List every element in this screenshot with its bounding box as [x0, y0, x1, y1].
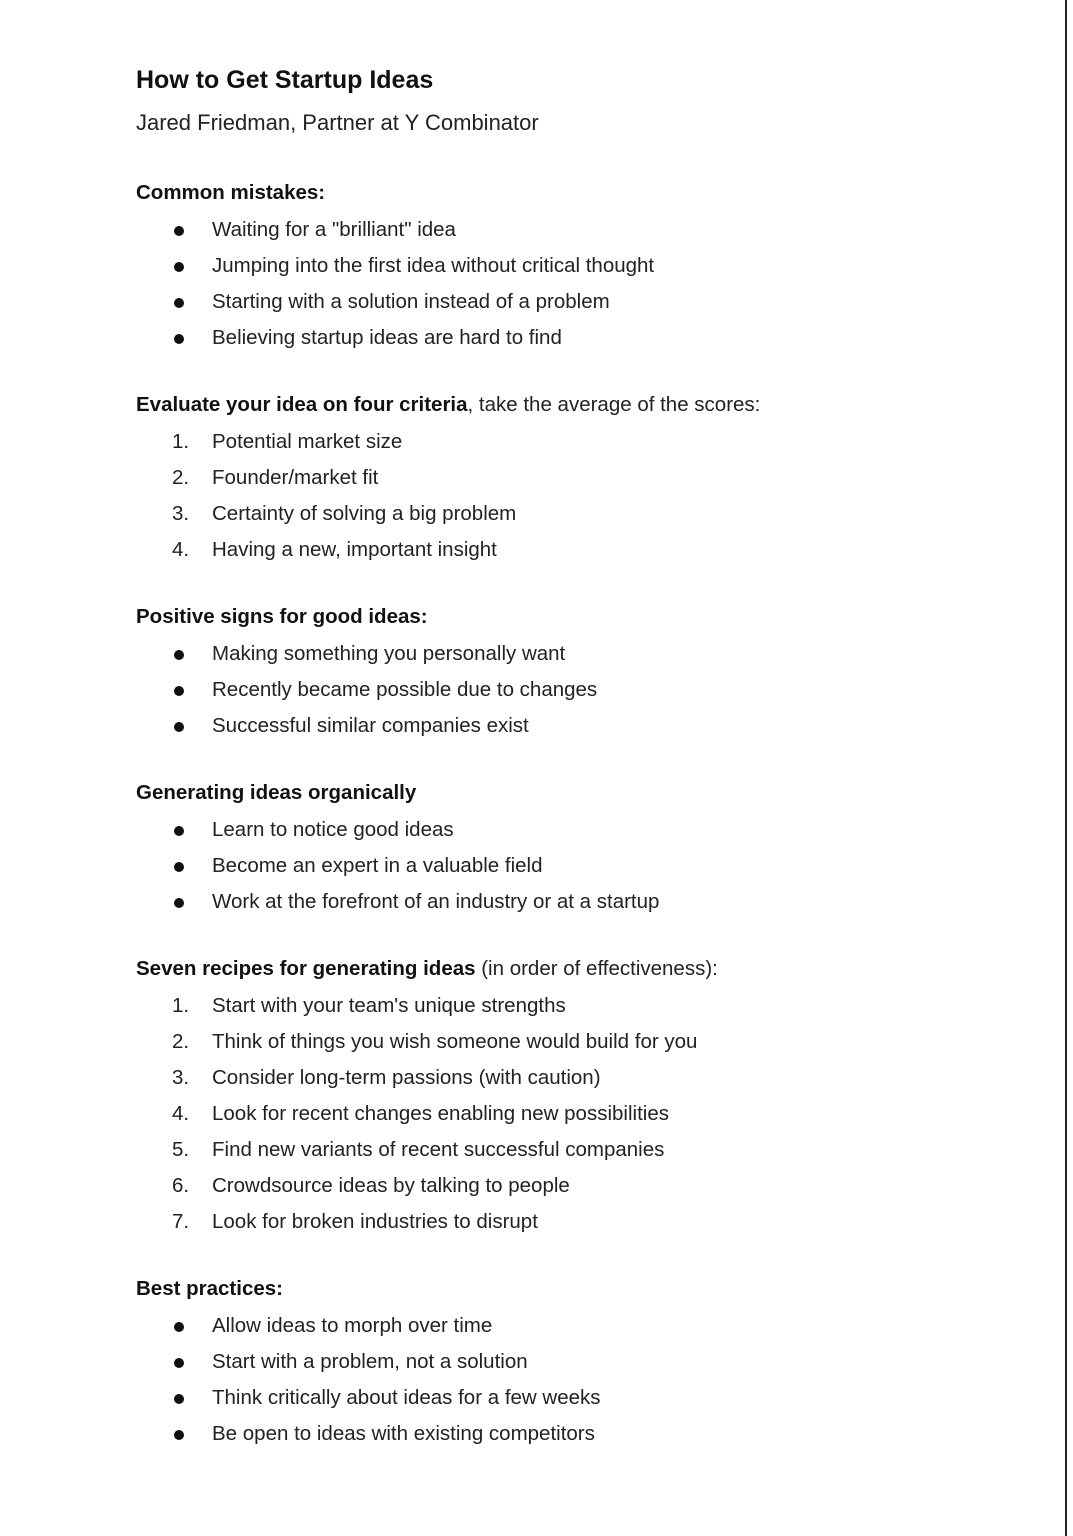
list-number: 7. — [172, 1210, 190, 1233]
list-item-text: Certainty of solving a big problem — [212, 502, 517, 525]
list-item-text: Believing startup ideas are hard to find — [212, 326, 562, 349]
list-item-text: Allow ideas to morph over time — [212, 1314, 493, 1337]
list-item-text: Start with your team's unique strengths — [212, 994, 566, 1017]
section-heading-bold: Best practices: — [136, 1277, 283, 1300]
list-number: 3. — [172, 1066, 190, 1089]
list-item-text: Look for broken industries to disrupt — [212, 1210, 538, 1233]
list-item — [136, 248, 1016, 284]
section-generating-organically — [136, 778, 1016, 920]
document-title: How to Get Startup Ideas — [136, 66, 434, 94]
list-item — [136, 636, 1016, 672]
list-number: 4. — [172, 538, 190, 561]
bullet-icon — [174, 898, 184, 908]
section-evaluate-criteria — [136, 390, 1016, 568]
bullet-icon — [174, 826, 184, 836]
list-item — [136, 496, 1016, 532]
list-item-text: Waiting for a "brilliant" idea — [212, 218, 456, 241]
bullet-icon — [174, 862, 184, 872]
bullet-icon — [174, 686, 184, 696]
page-edge-divider — [1065, 0, 1067, 1536]
list-item — [136, 1132, 1016, 1168]
bullet-icon — [174, 226, 184, 236]
list-item — [136, 532, 1016, 568]
bullet-icon — [174, 722, 184, 732]
list-item — [136, 708, 1016, 744]
section-common-mistakes — [136, 178, 1016, 356]
section-heading-bold: Generating ideas organically — [136, 781, 417, 804]
section-best-practices — [136, 1274, 1016, 1452]
list-item-text: Learn to notice good ideas — [212, 818, 454, 841]
list-item — [136, 1168, 1016, 1204]
list-item — [136, 1380, 1016, 1416]
bullet-list — [136, 212, 1016, 356]
list-item — [136, 1308, 1016, 1344]
bullet-icon — [174, 650, 184, 660]
list-item — [136, 1060, 1016, 1096]
bullet-icon — [174, 1358, 184, 1368]
list-item-text: Successful similar companies exist — [212, 714, 529, 737]
list-item — [136, 1096, 1016, 1132]
section-heading-bold: Evaluate your idea on four criteria — [136, 393, 468, 416]
section-positive-signs — [136, 602, 1016, 744]
list-item-text: Start with a problem, not a solution — [212, 1350, 528, 1373]
list-item-text: Work at the forefront of an industry or at a startup — [212, 890, 660, 913]
list-item — [136, 212, 1016, 248]
list-item — [136, 672, 1016, 708]
list-item-text: Consider long-term passions (with caution) — [212, 1066, 601, 1089]
list-number: 2. — [172, 466, 190, 489]
list-item-text: Recently became possible due to changes — [212, 678, 598, 701]
section-heading-rest: (in order of effectiveness): — [475, 957, 718, 980]
section-seven-recipes — [136, 954, 1016, 1240]
list-item-text: Jumping into the first idea without critical thought — [212, 254, 655, 277]
document-content — [136, 62, 1016, 1452]
list-item — [136, 1204, 1016, 1240]
list-item-text: Find new variants of recent successful companies — [212, 1138, 665, 1161]
bullet-icon — [174, 1430, 184, 1440]
bullet-icon — [174, 298, 184, 308]
section-heading — [136, 178, 1016, 208]
list-item-text: Starting with a solution instead of a problem — [212, 290, 610, 313]
list-item-text: Think critically about ideas for a few weeks — [212, 1386, 601, 1409]
bullet-list — [136, 636, 1016, 744]
list-item-text: Look for recent changes enabling new possibilities — [212, 1102, 669, 1125]
section-heading-bold: Seven recipes for generating ideas — [136, 957, 476, 980]
list-item — [136, 460, 1016, 496]
list-item — [136, 812, 1016, 848]
list-item — [136, 1344, 1016, 1380]
list-item-text: Having a new, important insight — [212, 538, 497, 561]
list-item-text: Founder/market fit — [212, 466, 379, 489]
list-number: 1. — [172, 994, 190, 1017]
list-number: 5. — [172, 1138, 190, 1161]
list-item — [136, 1416, 1016, 1452]
bullet-list — [136, 812, 1016, 920]
bullet-icon — [174, 1394, 184, 1404]
numbered-list — [136, 424, 1016, 568]
section-heading — [136, 1274, 1016, 1304]
list-item — [136, 1024, 1016, 1060]
list-item-text: Potential market size — [212, 430, 403, 453]
list-item-text: Think of things you wish someone would build for you — [212, 1030, 698, 1053]
section-heading — [136, 602, 1016, 632]
bullet-icon — [174, 262, 184, 272]
section-heading — [136, 390, 1016, 420]
list-number: 1. — [172, 430, 190, 453]
section-heading — [136, 954, 1016, 984]
list-item — [136, 884, 1016, 920]
list-item — [136, 988, 1016, 1024]
list-item — [136, 320, 1016, 356]
list-item — [136, 424, 1016, 460]
numbered-list — [136, 988, 1016, 1240]
section-heading — [136, 778, 1016, 808]
list-item — [136, 848, 1016, 884]
list-number: 6. — [172, 1174, 190, 1197]
list-item-text: Making something you personally want — [212, 642, 566, 665]
bullet-icon — [174, 1322, 184, 1332]
section-heading-rest: , take the average of the scores: — [467, 393, 761, 416]
section-heading-bold: Positive signs for good ideas: — [136, 605, 428, 628]
bullet-list — [136, 1308, 1016, 1452]
list-item-text: Crowdsource ideas by talking to people — [212, 1174, 570, 1197]
document-subtitle: Jared Friedman, Partner at Y Combinator — [136, 110, 539, 135]
list-item — [136, 284, 1016, 320]
list-item-text: Be open to ideas with existing competitors — [212, 1422, 595, 1445]
list-number: 2. — [172, 1030, 190, 1053]
list-item-text: Become an expert in a valuable field — [212, 854, 543, 877]
list-number: 4. — [172, 1102, 190, 1125]
bullet-icon — [174, 334, 184, 344]
list-number: 3. — [172, 502, 190, 525]
section-heading-bold: Common mistakes: — [136, 181, 326, 204]
